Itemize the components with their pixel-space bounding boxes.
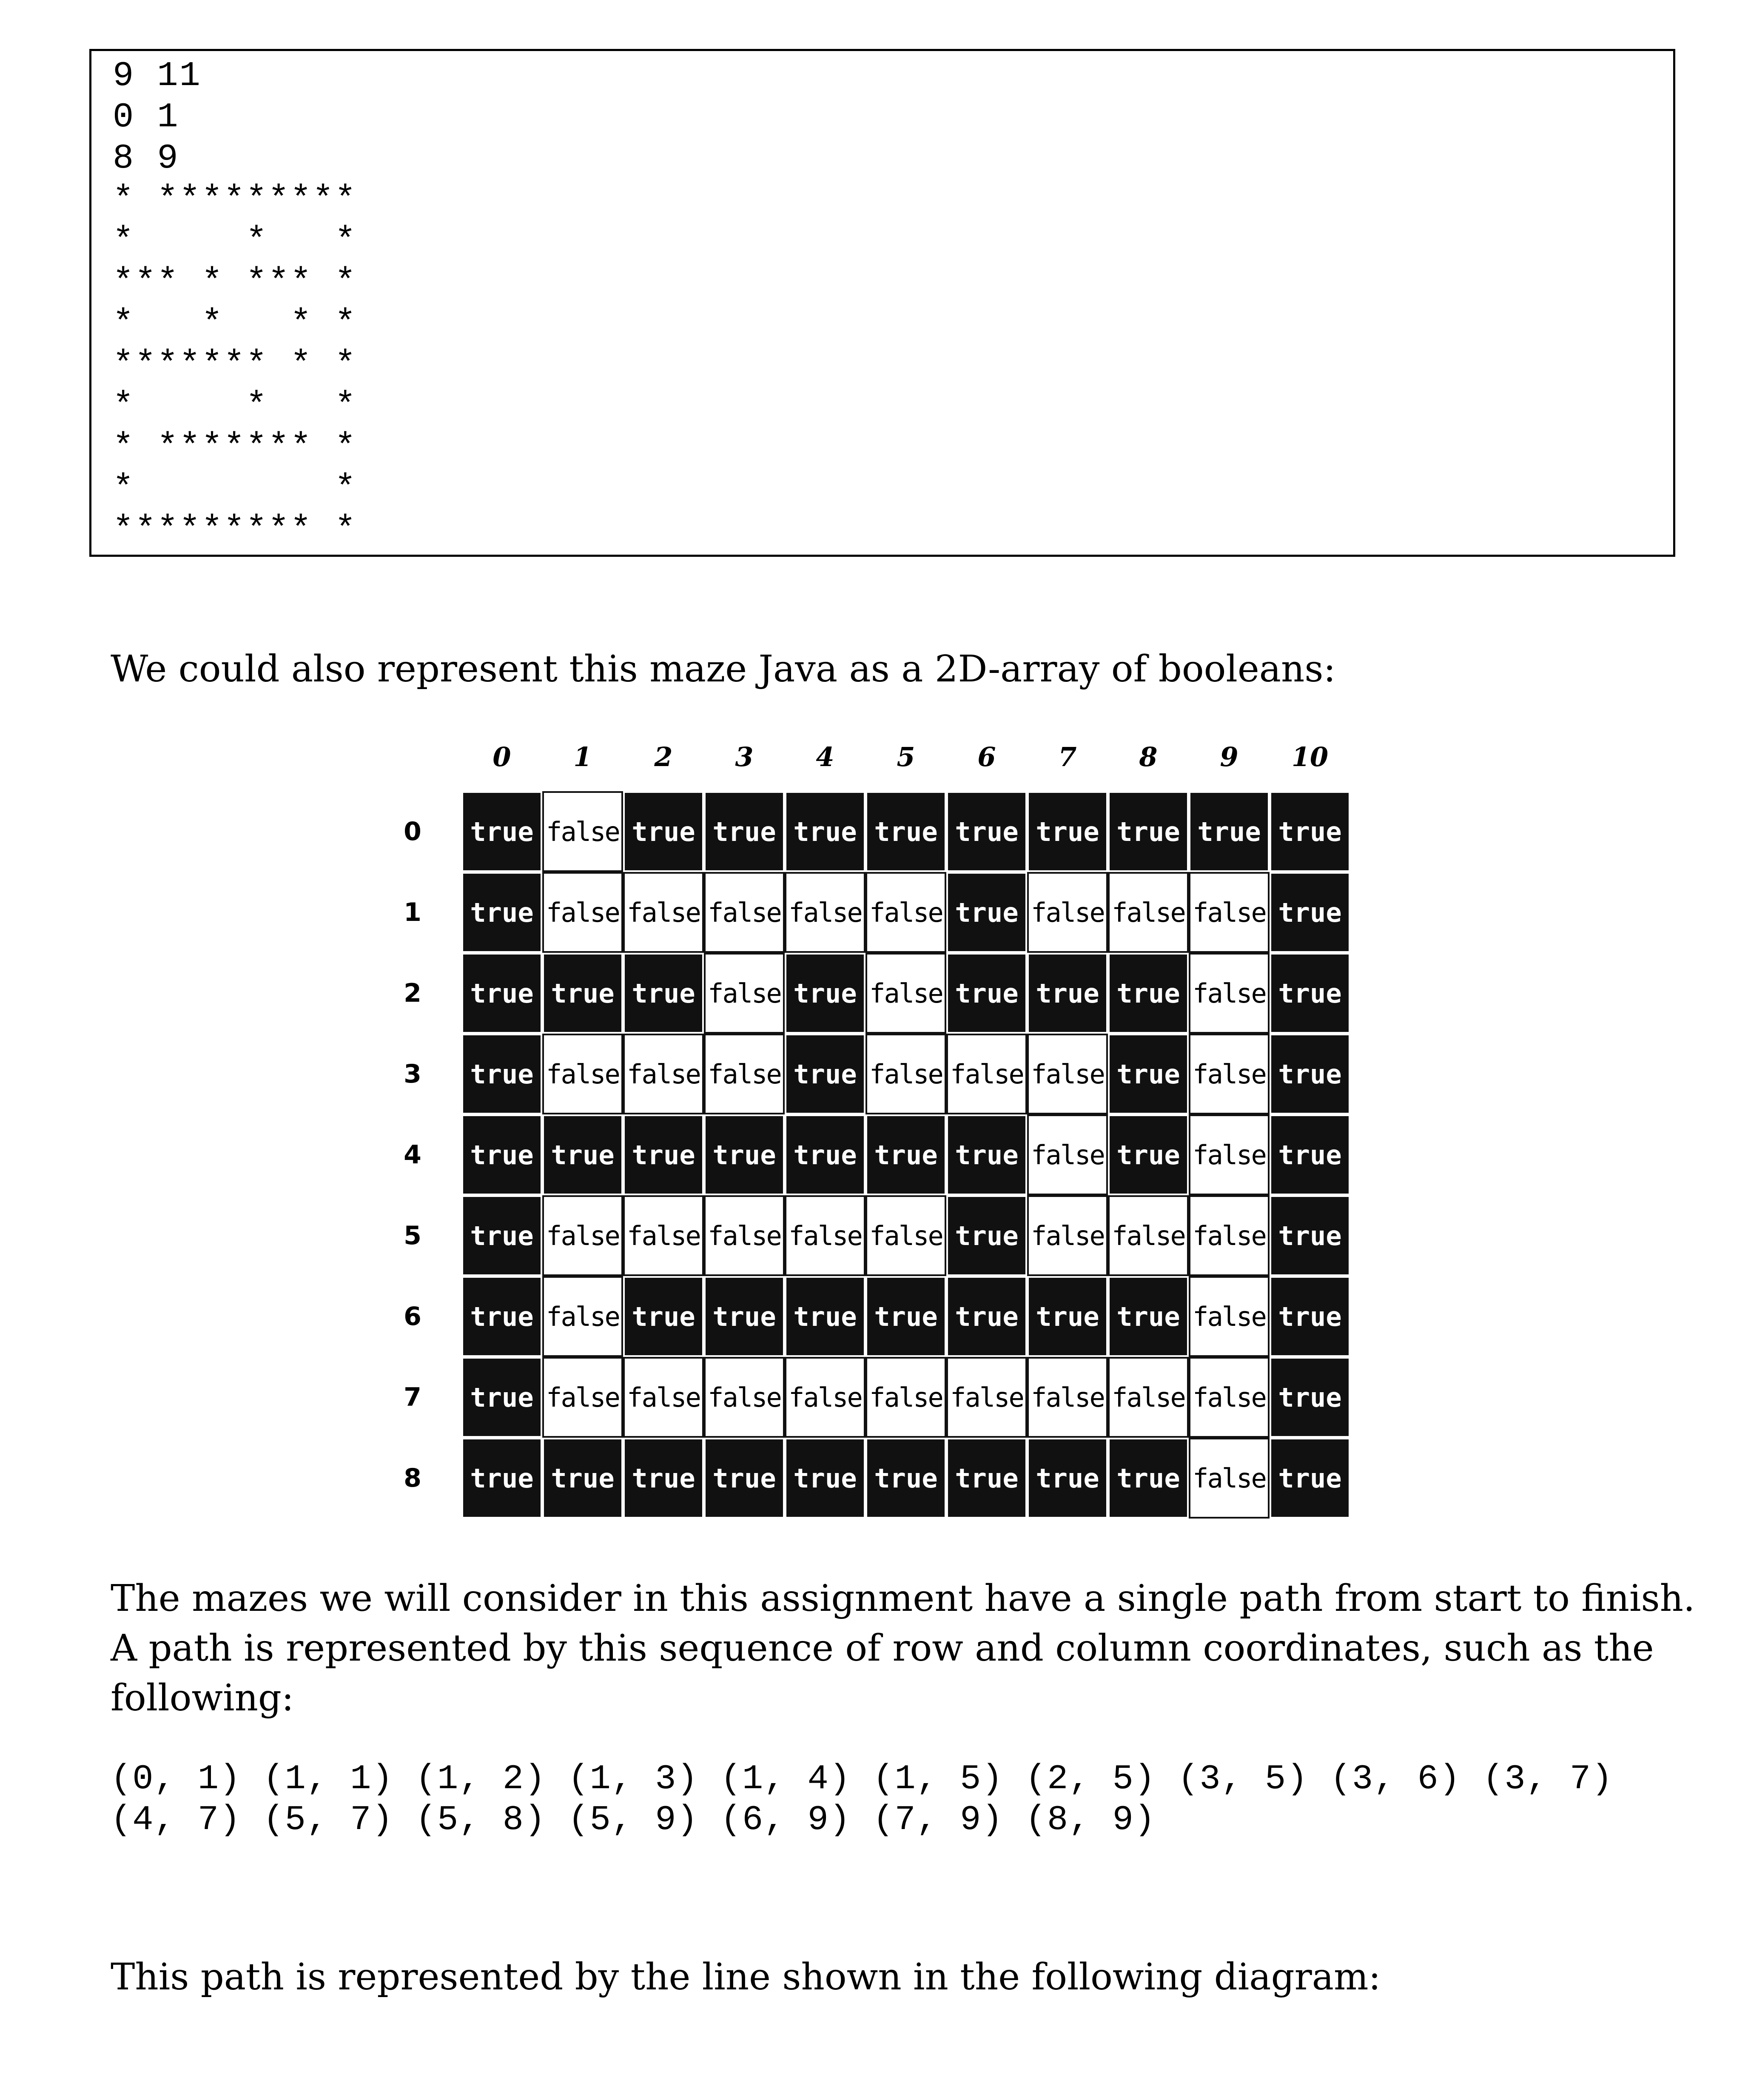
grid-cell: true <box>1108 1276 1189 1357</box>
grid-cell: true <box>623 1276 704 1357</box>
maze-file-line: * * * <box>113 221 357 261</box>
grid-cell: true <box>1027 1276 1108 1357</box>
grid-cell: true <box>623 791 704 872</box>
grid-cell: false <box>865 1357 946 1438</box>
maze-file-lines <box>113 55 357 550</box>
maze-file-line: 8 9 <box>113 139 179 178</box>
grid-row-label: 7 <box>404 1382 421 1412</box>
grid-row-label: 3 <box>404 1059 421 1089</box>
grid-cell: true <box>1270 1357 1350 1438</box>
grid-column-label: 8 <box>1139 741 1158 772</box>
grid-row-label: 4 <box>404 1140 421 1170</box>
grid-cell: true <box>785 791 865 872</box>
grid-column-label: 10 <box>1291 741 1329 772</box>
grid-cell: false <box>946 1357 1027 1438</box>
grid-cell: true <box>865 1438 946 1519</box>
grid-cell: false <box>1027 872 1108 953</box>
grid-cell: false <box>1189 872 1270 953</box>
maze-file-line: * * * <box>113 386 357 426</box>
grid-cell: false <box>946 1034 1027 1114</box>
grid-cell: true <box>461 1357 542 1438</box>
grid-cell: false <box>542 1357 623 1438</box>
grid-cell: true <box>461 1114 542 1195</box>
grid-column-label: 0 <box>493 741 511 772</box>
grid-cell: true <box>461 1034 542 1114</box>
grid-cell: true <box>1027 791 1108 872</box>
grid-cell: true <box>1027 1438 1108 1519</box>
grid-cell: true <box>946 1438 1027 1519</box>
grid-cell: true <box>1108 791 1189 872</box>
grid-cell: false <box>865 1195 946 1276</box>
grid-cell: false <box>1189 953 1270 1034</box>
grid-cell: true <box>1270 872 1350 953</box>
grid-cell: false <box>1108 1357 1189 1438</box>
grid-cell: true <box>461 791 542 872</box>
grid-cell: true <box>623 1114 704 1195</box>
grid-cell: false <box>704 953 785 1034</box>
grid-cell: true <box>461 1438 542 1519</box>
grid-cell: true <box>1270 1276 1350 1357</box>
grid-cell: true <box>1270 953 1350 1034</box>
grid-row-label: 5 <box>404 1221 421 1251</box>
grid-cell: true <box>785 1438 865 1519</box>
grid-column-label: 7 <box>1058 741 1077 772</box>
path-sequence-line: (0, 1) (1, 1) (1, 2) (1, 3) (1, 4) (1, 5) (2, 5) (3, 5) (3, 6) (3, 7) <box>111 1759 1614 1799</box>
maze-file-line: ******* * * <box>113 345 357 385</box>
grid-cell: true <box>946 1114 1027 1195</box>
grid-cell: false <box>865 872 946 953</box>
maze-file-line: 0 1 <box>113 97 179 137</box>
grid-cell: true <box>704 791 785 872</box>
grid-cell: false <box>785 872 865 953</box>
grid-cell: false <box>865 1034 946 1114</box>
grid-cell: true <box>704 1438 785 1519</box>
grid-column-label: 6 <box>977 741 996 772</box>
maze-file-line: * * * * <box>113 304 357 343</box>
grid-cell: true <box>461 953 542 1034</box>
grid-cell: false <box>1189 1114 1270 1195</box>
mazes-paragraph: The mazes we will consider in this assignment have a single path from start to finish. A path is represented by this sequence of row and column coordinates, such as the following: <box>111 1577 1695 1719</box>
grid-cell: false <box>1189 1195 1270 1276</box>
grid-cell: false <box>623 1357 704 1438</box>
grid-cell: false <box>1189 1034 1270 1114</box>
maze-file-line: * ******* * <box>113 427 357 467</box>
grid-cell: false <box>865 953 946 1034</box>
grid-cell: true <box>704 1114 785 1195</box>
path-diagram-paragraph: This path is represented by the line shown in the following diagram: <box>111 1956 1381 1998</box>
grid-cell: false <box>704 1357 785 1438</box>
grid-cell: false <box>1027 1357 1108 1438</box>
grid-cell: true <box>542 1114 623 1195</box>
grid-row-label: 0 <box>404 817 421 846</box>
grid-row-label: 1 <box>404 898 421 927</box>
maze-file-line: * * <box>113 469 357 508</box>
grid-column-label: 5 <box>897 741 915 772</box>
grid-cell: true <box>785 1114 865 1195</box>
maze-file-line: ********* * <box>113 510 357 550</box>
grid-cell: false <box>1027 1034 1108 1114</box>
grid-cell: false <box>1189 1438 1270 1519</box>
grid-cell: true <box>785 1276 865 1357</box>
grid-column-label: 1 <box>573 741 592 772</box>
intro-paragraph: We could also represent this maze Java as a 2D-array of booleans: <box>111 648 1336 690</box>
grid-cell: true <box>865 1276 946 1357</box>
grid-cell: false <box>1027 1114 1108 1195</box>
grid-cell: false <box>1108 1195 1189 1276</box>
grid-cell: false <box>704 1034 785 1114</box>
grid-cell: true <box>623 1438 704 1519</box>
grid-cell: true <box>865 791 946 872</box>
maze-file-box <box>89 49 1675 557</box>
maze-file-line: * ********* <box>113 180 357 219</box>
grid-column-label: 4 <box>816 741 834 772</box>
grid-cell: true <box>542 953 623 1034</box>
path-sequence <box>111 1759 1613 1841</box>
grid-cell: true <box>1189 791 1270 872</box>
grid-cell: true <box>1270 1034 1350 1114</box>
path-sequence-line: (4, 7) (5, 7) (5, 8) (5, 9) (6, 9) (7, 9) (8, 9) <box>111 1800 1156 1840</box>
grid-cell: true <box>623 953 704 1034</box>
grid-cell: true <box>1270 1195 1350 1276</box>
grid-cell: true <box>461 1276 542 1357</box>
grid-cell: true <box>946 1195 1027 1276</box>
grid-row-label: 2 <box>404 978 421 1008</box>
grid-cell: false <box>1189 1276 1270 1357</box>
grid-cell: true <box>1108 1034 1189 1114</box>
maze-file-line: *** * *** * <box>113 262 357 302</box>
grid-cell: true <box>865 1114 946 1195</box>
grid-cell: false <box>785 1195 865 1276</box>
grid-cell: true <box>946 1276 1027 1357</box>
grid-cell: true <box>461 872 542 953</box>
grid-cell: false <box>623 1034 704 1114</box>
grid-cell: false <box>704 872 785 953</box>
grid-cell: false <box>542 872 623 953</box>
grid-cell: true <box>1270 1438 1350 1519</box>
grid-cell: true <box>1108 1114 1189 1195</box>
grid-row-label: 6 <box>404 1302 421 1331</box>
grid-cell: false <box>542 1195 623 1276</box>
grid-column-label: 3 <box>735 741 754 772</box>
grid-cell: false <box>1027 1195 1108 1276</box>
grid-column-label: 9 <box>1220 741 1238 772</box>
grid-cell: true <box>461 1195 542 1276</box>
grid-cell: false <box>1189 1357 1270 1438</box>
grid-cell: true <box>785 1034 865 1114</box>
grid-cell: true <box>1108 1438 1189 1519</box>
maze-file-line: 9 11 <box>113 56 202 96</box>
grid-cell: true <box>1270 1114 1350 1195</box>
grid-cell: false <box>542 1034 623 1114</box>
grid-column-label: 2 <box>654 741 673 772</box>
grid-cell: true <box>542 1438 623 1519</box>
grid-cell: true <box>946 791 1027 872</box>
grid-cell: true <box>1270 791 1350 872</box>
grid-cell: true <box>946 953 1027 1034</box>
grid-row-label: 8 <box>404 1463 421 1493</box>
grid-cell: false <box>704 1195 785 1276</box>
grid-cell: false <box>623 872 704 953</box>
grid-cell: true <box>704 1276 785 1357</box>
grid-cell: true <box>1027 953 1108 1034</box>
grid-cell: true <box>946 872 1027 953</box>
grid-cell: true <box>785 953 865 1034</box>
grid-cell: false <box>542 1276 623 1357</box>
grid-cell: false <box>785 1357 865 1438</box>
grid-cell: false <box>542 791 623 872</box>
grid-cell: false <box>1108 872 1189 953</box>
grid-cell: false <box>623 1195 704 1276</box>
grid-cell: true <box>1108 953 1189 1034</box>
